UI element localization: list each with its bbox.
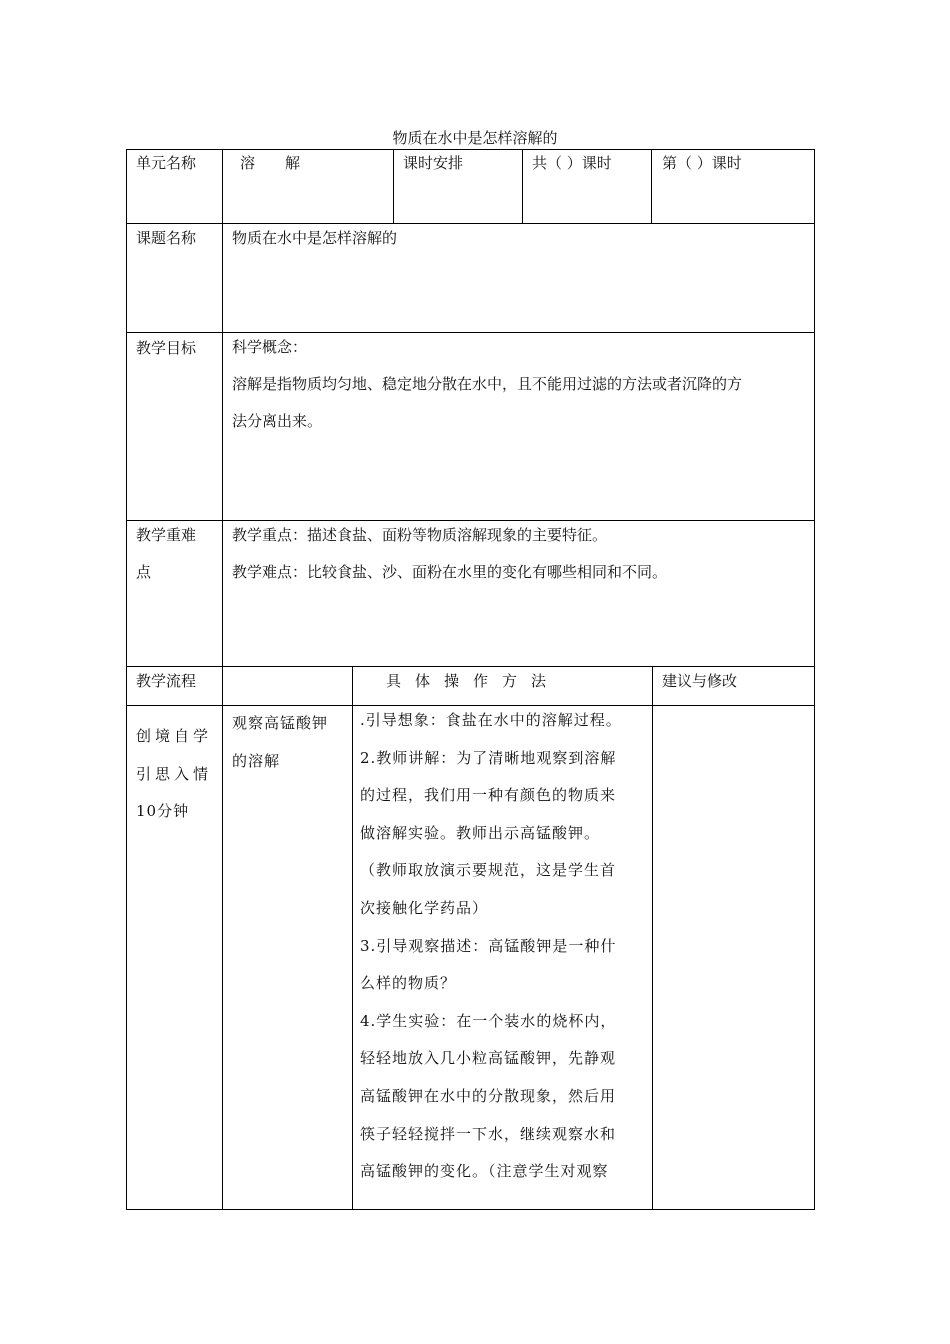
col-divider (352, 666, 353, 1210)
step-line: 么样的物质？ (360, 974, 457, 993)
row-divider (126, 666, 815, 667)
col-divider (393, 149, 394, 224)
topic-label: 课题名称 (136, 229, 197, 247)
key-point-line: 教学重点：描述食盐、面粉等物质溶解现象的主要特征。 (232, 526, 608, 544)
step-line: 的过程，我们用一种有颜色的物质来 (360, 786, 617, 805)
unit-name-label: 单元名称 (136, 154, 197, 172)
activity-steps (360, 702, 650, 1191)
table-border-top (126, 149, 815, 150)
key-points-label (136, 517, 196, 591)
step-line: 3.引导观察描述：高锰酸钾是一种什 (360, 936, 617, 955)
key-points-text (232, 517, 810, 591)
step-line: （教师取放演示要规范，这是学生首 (360, 861, 617, 880)
step-line: 高锰酸钾的变化。（注意学生对观察 (360, 1162, 609, 1181)
total-periods: 共（ ）课时 (532, 154, 612, 172)
step-line: .引导想象：食盐在水中的溶解过程。 (360, 711, 622, 729)
stage-label-line: 引思入情 (136, 764, 213, 783)
col-divider (522, 149, 523, 224)
step-line: 筷子轻轻搅拌一下水，继续观察水和 (360, 1124, 617, 1143)
process-label: 教学流程 (136, 672, 197, 690)
suggestion-header: 建议与修改 (662, 672, 738, 690)
current-period: 第（ ）课时 (662, 154, 742, 172)
unit-name-value: 溶 解 (240, 154, 301, 172)
key-points-label-line: 教学重难 (136, 526, 197, 544)
schedule-label: 课时安排 (403, 154, 464, 172)
objectives-line: 法分离出来。 (232, 412, 323, 430)
col-divider (222, 149, 223, 1210)
step-line: 4.学生实验：在一个装水的烧杯内， (360, 1011, 617, 1030)
col-divider (652, 666, 653, 1210)
step-line: 轻轻地放入几小粒高锰酸钾，先静观 (360, 1049, 617, 1068)
activity-topic-line: 观察高锰酸钾 (232, 714, 329, 732)
activity-topic (232, 705, 328, 780)
step-line: 高锰酸钾在水中的分散现象，然后用 (360, 1086, 617, 1105)
objectives-line: 溶解是指物质均匀地、稳定地分散在水中，且不能用过滤的方法或者沉降的方 (232, 375, 743, 393)
activity-topic-line: 的溶解 (232, 751, 281, 770)
objectives-label: 教学目标 (136, 339, 197, 357)
step-line: 2.教师讲解：为了清晰地观察到溶解 (360, 748, 617, 767)
stage-label (136, 718, 212, 831)
table-border-left (126, 149, 127, 1210)
stage-label-line: 创境自学 (136, 727, 213, 745)
table-border-bottom (126, 1209, 815, 1210)
document-title: 物质在水中是怎样溶解的 (392, 129, 558, 147)
table-border-right (814, 149, 815, 1210)
stage-duration: 10分钟 (136, 802, 190, 821)
step-line: 做溶解实验。教师出示高锰酸钾。 (360, 823, 601, 842)
col-divider (651, 149, 652, 224)
key-points-label-line: 点 (136, 563, 152, 581)
objectives-text (232, 329, 810, 440)
objectives-line: 科学概念： (232, 338, 308, 356)
method-header: 具体操作方法 (386, 672, 561, 690)
difficult-point-line: 教学难点：比较食盐、沙、面粉在水里的变化有哪些相同和不同。 (232, 563, 668, 581)
step-line: 次接触化学药品） (360, 898, 489, 917)
topic-value: 物质在水中是怎样溶解的 (232, 229, 398, 247)
row-divider (126, 223, 815, 224)
